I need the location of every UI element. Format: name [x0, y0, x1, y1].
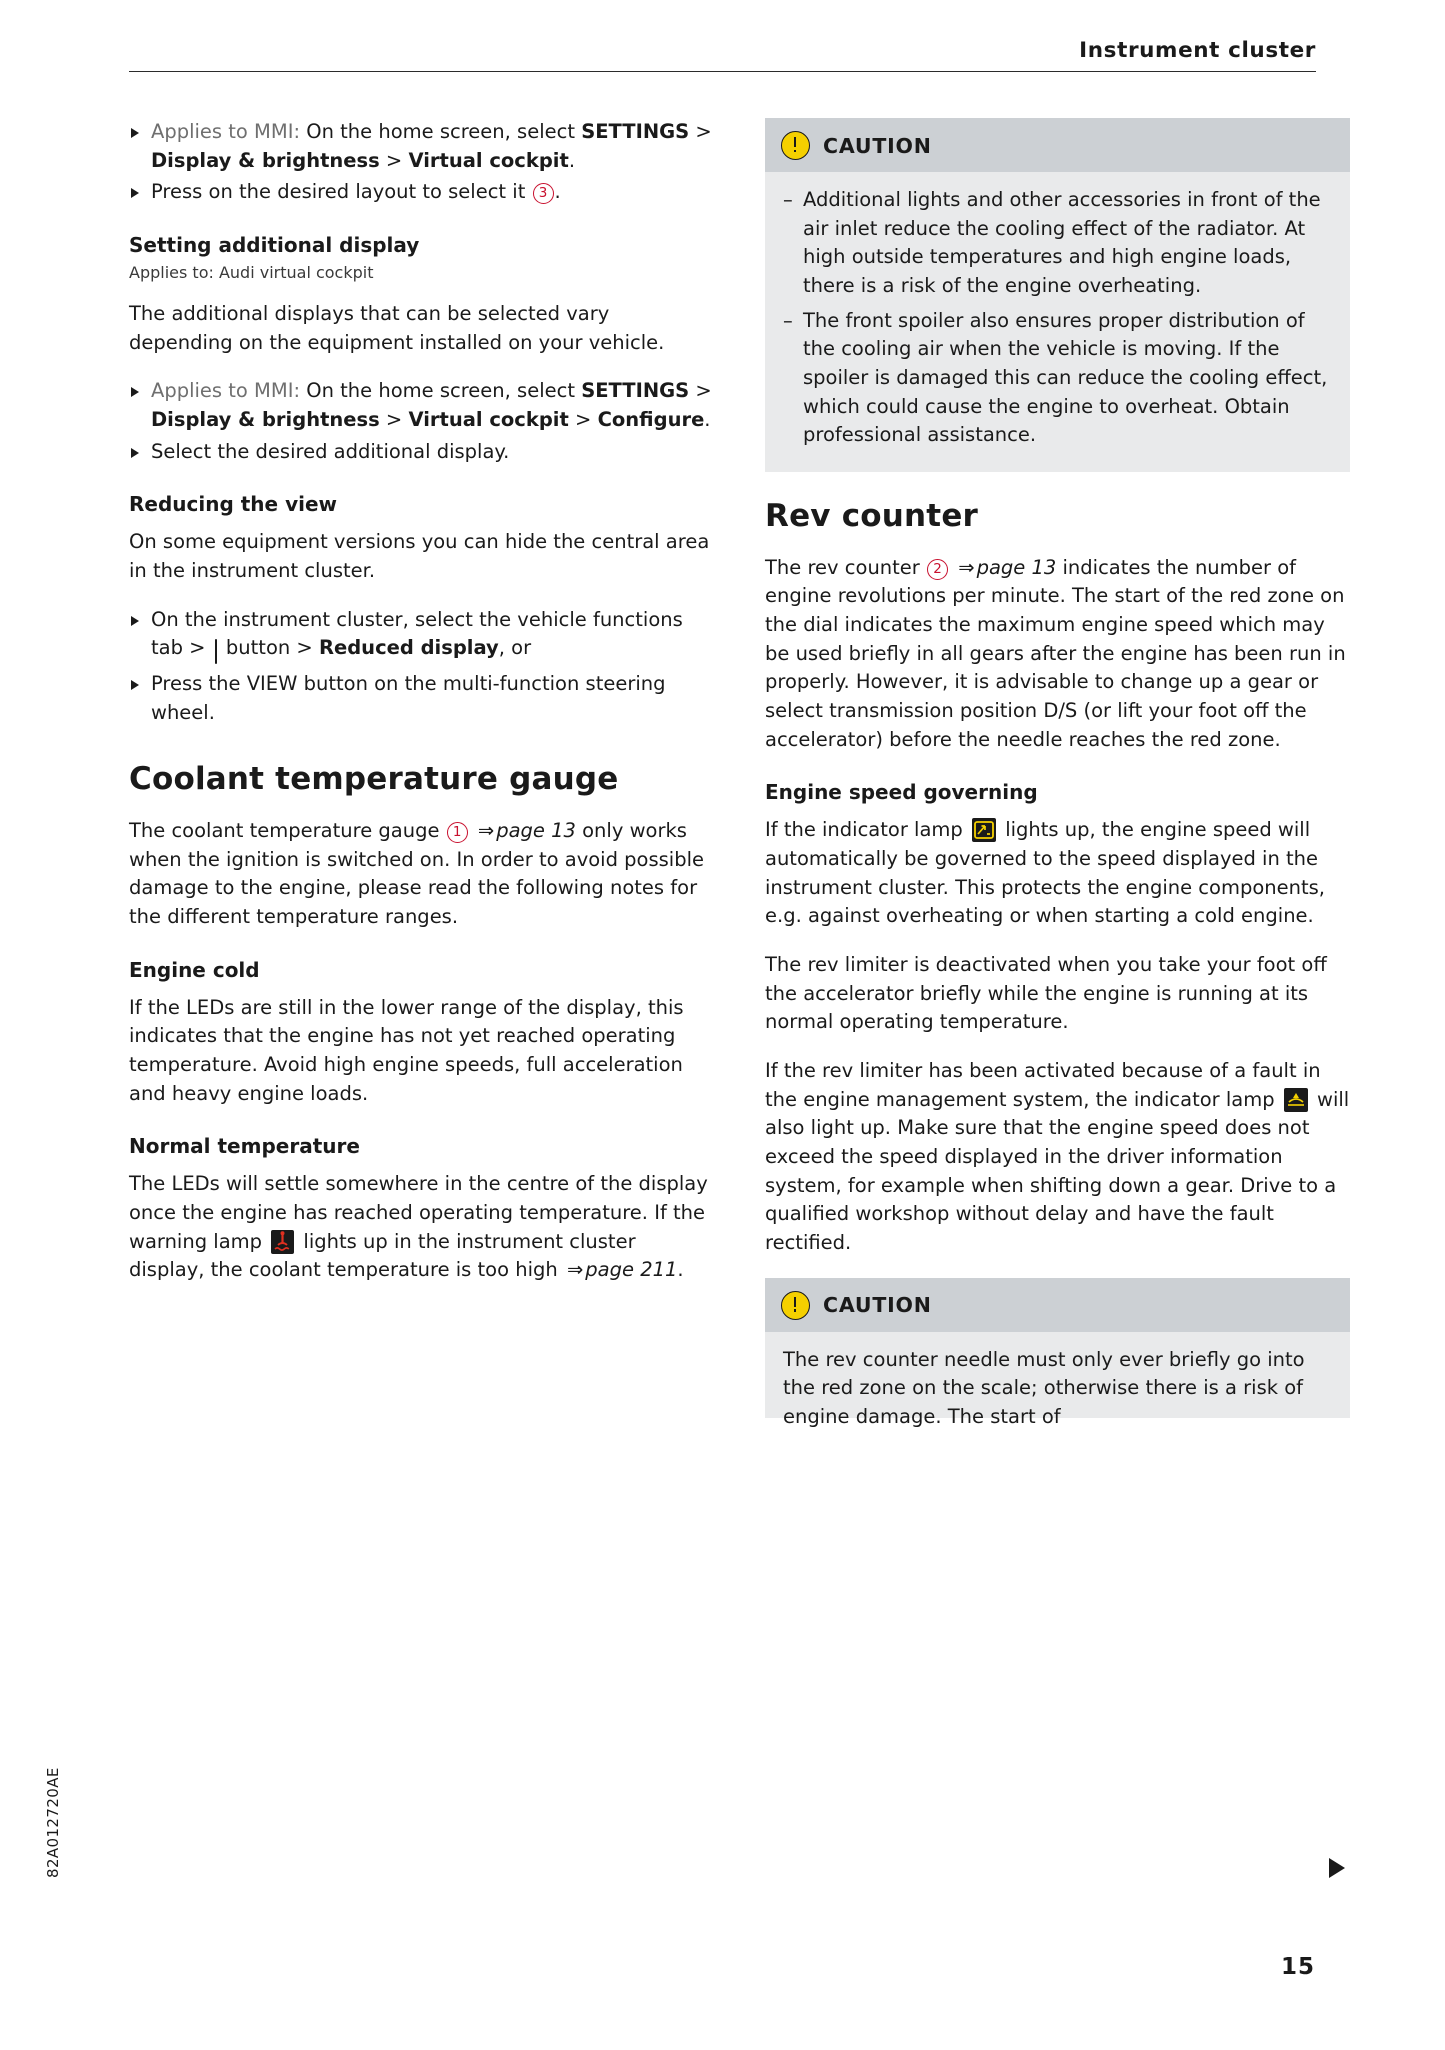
paragraph-governing-1: If the indicator lamp lights up, the engine speed will automatically be governed to the speed displayed in the instrument cluster. This protects the engine components, e.g. against overheating or when starting a cold engine. — [765, 818, 1325, 928]
page-ref-arrow-icon: ⇒ — [958, 555, 975, 579]
page-header — [129, 38, 1316, 72]
applies-to-mmi-label: Applies to MMI: — [151, 379, 301, 403]
caution-box-top — [765, 118, 1350, 472]
callout-2: 2 — [927, 559, 948, 580]
list-item: Press on the desired layout to select it 3 . — [129, 178, 714, 207]
paragraph-coolant-intro: The coolant temperature gauge 1 ⇒ page 13 only works when the ignition is switched on. In order to avoid possible damage to the engine, please read the following notes for the different temperature ranges. — [129, 819, 705, 928]
heading-engine-cold: Engine cold — [129, 957, 260, 982]
caution-box-bottom — [765, 1278, 1350, 1428]
caution-body — [765, 172, 1350, 472]
left-column — [129, 118, 714, 1305]
paragraph-engine-cold: If the LEDs are still in the lower range of the display, this indicates that the engine has not yet reached operating temperature. Avoid high engine speeds, full acceleration and heavy engine loads. — [129, 995, 684, 1105]
applies-to-mmi-label: Applies to MMI: — [151, 120, 301, 143]
paragraph-rev-counter: The rev counter 2 ⇒ page 13 indicates the number of engine revolutions per minute. The start of the red zone on the dial indicates the maximum engine speed which may be used briefly in all gears after the engine has been run in properly. However, it is advisable to change up a gear or select transmission position D/S (or lift your foot off the accelerator) before the needle reaches the red zone. — [765, 555, 1346, 751]
caution-title: CAUTION — [823, 133, 932, 158]
heading-rev-counter: Rev counter — [765, 497, 979, 534]
list-item: Applies to MMI: On the home screen, select SETTINGS > Display & brightness > Virtual cockpit > Configure. — [129, 377, 714, 434]
list-item: On the instrument cluster, select the vehicle functions tab > button > Reduced display, or — [129, 606, 714, 667]
paragraph-reducing-view: On some equipment versions you can hide the central area in the instrument cluster. — [129, 530, 710, 582]
heading-engine-speed-governing: Engine speed governing — [765, 780, 1038, 805]
warning-icon — [781, 1291, 810, 1320]
list-item: Applies to MMI: On the home screen, select SETTINGS > Display & brightness > Virtual cockpit. — [129, 118, 714, 175]
page-ref-rev: page 13 — [976, 555, 1057, 579]
paragraph-additional-displays: The additional displays that can be selected vary depending on the equipment installed on your vehicle. — [129, 301, 665, 354]
right-column — [765, 118, 1350, 1444]
bullet-list-mmi-2 — [129, 377, 714, 466]
caution-item: – Additional lights and other accessories in front of the air inlet reduce the cooling effect of the radiator. At high outside temperatures and high engine loads, there is a risk of the engine overheating. — [783, 186, 1332, 301]
paragraph-normal-temperature: The LEDs will settle somewhere in the centre of the display once the engine has reached operating temperature. If the warning lamp lights up in the instrument cluster display, the coolant temperature is too high ⇒ page 211. — [129, 1170, 714, 1285]
list-item: Select the desired additional display. — [129, 438, 714, 467]
paragraph-governing-2: The rev limiter is deactivated when you take your foot off the accelerator briefly while the engine is running at its normal operating temperature. — [765, 952, 1327, 1034]
page-ref-arrow-icon: ⇒ — [566, 1258, 584, 1282]
header-divider — [129, 71, 1316, 72]
menu-icon — [215, 638, 217, 667]
callout-3: 3 — [533, 183, 554, 204]
page-ref-coolant: page 13 — [496, 819, 576, 842]
warning-icon — [781, 131, 810, 160]
heading-setting-additional-display: Setting additional display — [129, 232, 420, 257]
callout-1: 1 — [447, 822, 468, 843]
heading-reducing-the-view: Reducing the view — [129, 492, 338, 517]
continuation-arrow-icon — [1329, 1858, 1345, 1878]
bullet-list-reduced-display — [129, 606, 714, 728]
heading-normal-temperature: Normal temperature — [129, 1134, 360, 1159]
engine-fault-lamp-icon — [1284, 1088, 1308, 1112]
bullet-list-mmi-1 — [129, 118, 714, 207]
caution-text: The rev counter needle must only ever briefly go into the red zone on the scale; otherwise there is a risk of engine damage. The start of — [783, 1347, 1305, 1428]
heading-coolant-temperature-gauge: Coolant temperature gauge — [129, 761, 619, 798]
page-ref-211: page 211 — [585, 1258, 678, 1282]
applies-to-note: Applies to: Audi virtual cockpit — [129, 262, 374, 282]
list-item: Press the VIEW button on the multi-function steering wheel. — [129, 670, 714, 727]
caution-title: CAUTION — [823, 1293, 932, 1317]
caution-body — [765, 1332, 1350, 1432]
document-code: 82A012720AE — [44, 1767, 62, 1878]
caution-item: – The front spoiler also ensures proper distribution of the cooling air when the vehicle is moving. If the spoiler is damaged this can reduce the cooling effect, which could cause the engine to overheat. Obtain professional assistance. — [783, 307, 1332, 450]
page-title: Instrument cluster — [1079, 38, 1316, 63]
page-ref-arrow-icon: ⇒ — [477, 819, 495, 842]
engine-governor-lamp-icon — [972, 818, 996, 842]
caution-header — [765, 118, 1350, 172]
caution-header — [765, 1278, 1350, 1332]
paragraph-governing-3: If the rev limiter has been activated because of a fault in the engine management system, the indicator lamp will also light up. Make sure that the engine speed does not exceed the speed displayed in the driver information system, for example when shifting down a gear. Drive to a qualified workshop without delay and have the fault rectified. — [765, 1058, 1350, 1254]
coolant-warning-lamp-icon — [271, 1230, 294, 1254]
page-number: 15 — [1280, 1954, 1315, 1980]
